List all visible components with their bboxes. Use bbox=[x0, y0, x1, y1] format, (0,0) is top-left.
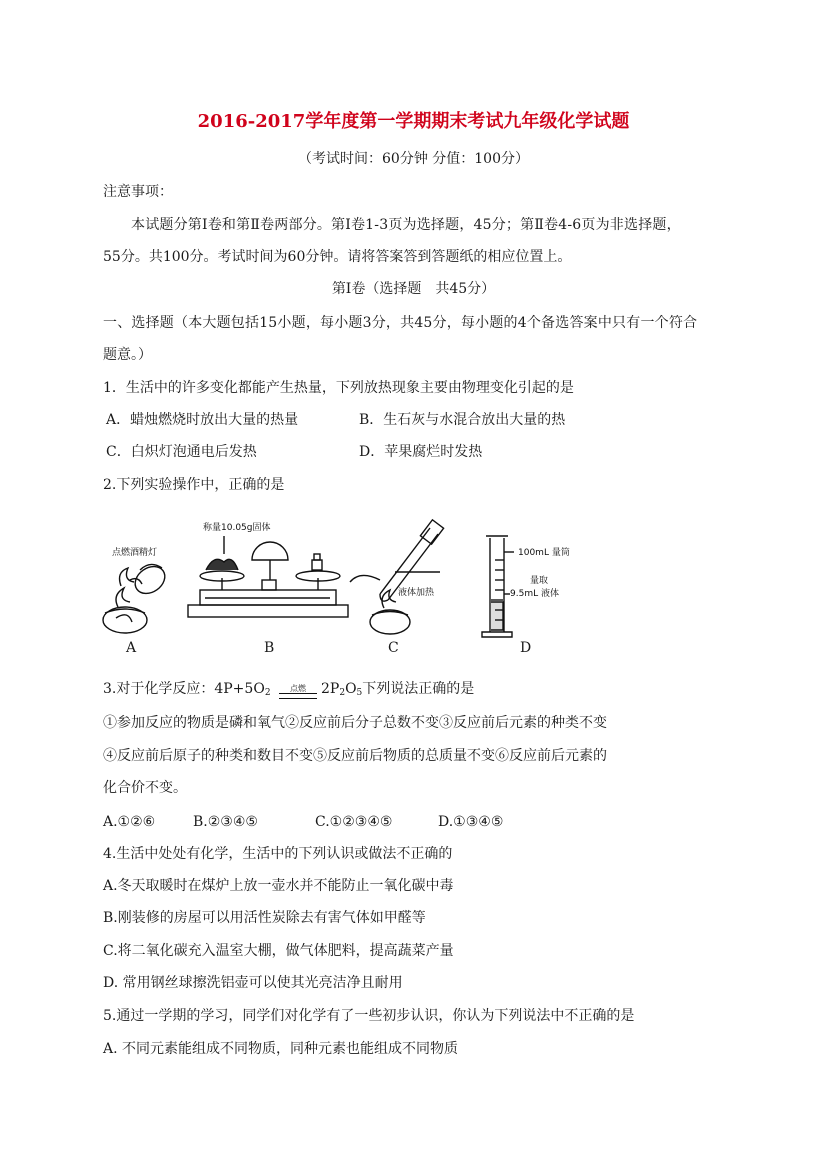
q3-option-a: A.①②⑥ bbox=[103, 814, 156, 830]
q3-stem-prefix: 3.对于化学反应：4P+5O bbox=[103, 681, 265, 697]
notice-heading: 注意事项： bbox=[103, 184, 173, 200]
q4-option-b: B.刚装修的房屋可以用活性炭除去有害气体如甲醛等 bbox=[103, 910, 426, 926]
q4-option-a: A.冬天取暖时在煤炉上放一壶水并不能防止一氧化碳中毒 bbox=[103, 878, 454, 894]
q2-figure bbox=[0, 510, 827, 650]
fig-label-d: D bbox=[520, 640, 532, 656]
q3-p-subscript: 2 bbox=[339, 688, 346, 698]
q3-option-b: B.②③④⑤ bbox=[193, 814, 258, 830]
q1-option-d: D．苹果腐烂时发热 bbox=[359, 444, 483, 460]
fig-c-caption: 液体加热 bbox=[398, 588, 435, 598]
notice-line-2: 55分。共100分。考试时间为60分钟。请将答案答到答题纸的相应位置上。 bbox=[103, 249, 572, 265]
q1-option-a: A．蜡烛燃烧时放出大量的热量 bbox=[106, 412, 299, 428]
q1-option-b: B．生石灰与水混合放出大量的热 bbox=[359, 412, 566, 428]
fig-b-balance bbox=[188, 521, 348, 617]
notice-line-1: 本试题分第Ⅰ卷和第Ⅱ卷两部分。第Ⅰ卷1-3页为选择题，45分；第Ⅱ卷4-6页为非选择题， bbox=[131, 217, 681, 233]
q3-statements-2: ④反应前后原子的种类和数目不变⑤反应前后物质的总质量不变⑥反应前后元素的 bbox=[103, 748, 607, 764]
q3-condition: 点燃 bbox=[290, 684, 306, 693]
q3-product-o: O bbox=[345, 681, 357, 697]
fig-a-caption: 点燃酒精灯 bbox=[112, 548, 158, 558]
q5-stem: 5.通过一学期的学习，同学们对化学有了一些初步认识，你认为下列说法中不正确的是 bbox=[103, 1008, 635, 1024]
q3-option-c: C.①②③④⑤ bbox=[315, 814, 393, 830]
q3-stem bbox=[103, 679, 474, 699]
part1-instructions-2: 题意。） bbox=[103, 347, 152, 363]
q3-option-d: D.①③④⑤ bbox=[438, 814, 504, 830]
q3-equals-sign bbox=[279, 693, 317, 699]
fig-d-caption-2: 量取 bbox=[530, 576, 549, 586]
q3-reaction-arrow bbox=[279, 684, 317, 699]
part1-instructions-1: 一、选择题（本大题包括15小题，每小题3分，共45分，每小题的4个备选答案中只有一个符合 bbox=[103, 315, 698, 331]
section-heading: 第Ⅰ卷（选择题 共45分） bbox=[331, 281, 496, 297]
fig-label-a: A bbox=[126, 640, 137, 656]
q1-stem: 1．生活中的许多变化都能产生热量，下列放热现象主要由物理变化引起的是 bbox=[103, 380, 574, 396]
q3-product: 2P bbox=[321, 681, 340, 697]
q3-o2-subscript: 2 bbox=[264, 688, 271, 698]
fig-c-heating-tube bbox=[350, 520, 444, 634]
q3-o-subscript: 5 bbox=[356, 688, 363, 698]
q2-stem: 2.下列实验操作中，正确的是 bbox=[103, 477, 285, 493]
exam-title: 2016-2017学年度第一学期期末考试九年级化学试题 bbox=[197, 111, 630, 132]
fig-label-c: C bbox=[388, 640, 399, 656]
q3-statements-3: 化合价不变。 bbox=[103, 780, 187, 796]
q4-option-d: D. 常用钢丝球擦洗铝壶可以使其光亮洁净且耐用 bbox=[103, 975, 403, 991]
fig-d-cylinder bbox=[482, 536, 570, 637]
q4-stem: 4.生活中处处有化学，生活中的下列认识或做法不正确的 bbox=[103, 846, 453, 862]
q5-option-a: A. 不同元素能组成不同物质，同种元素也能组成不同物质 bbox=[103, 1041, 459, 1057]
fig-a-alcohol-lamps bbox=[103, 546, 170, 633]
q3-statements-1: ①参加反应的物质是磷和氧气②反应前后分子总数不变③反应前后元素的种类不变 bbox=[103, 715, 607, 731]
fig-label-b: B bbox=[264, 640, 275, 656]
fig-d-caption-1: 100mL 量筒 bbox=[518, 548, 570, 558]
fig-b-caption: 称量10.05g固体 bbox=[203, 523, 271, 533]
q3-stem-suffix: 下列说法正确的是 bbox=[362, 681, 475, 697]
exam-subtitle: （考试时间：60分钟 分值：100分） bbox=[298, 151, 529, 167]
q4-option-c: C.将二氧化碳充入温室大棚，做气体肥料，提高蔬菜产量 bbox=[103, 943, 454, 959]
fig-d-caption-3: 9.5mL 液体 bbox=[510, 589, 559, 599]
q1-option-c: C．白炽灯泡通电后发热 bbox=[106, 444, 257, 460]
